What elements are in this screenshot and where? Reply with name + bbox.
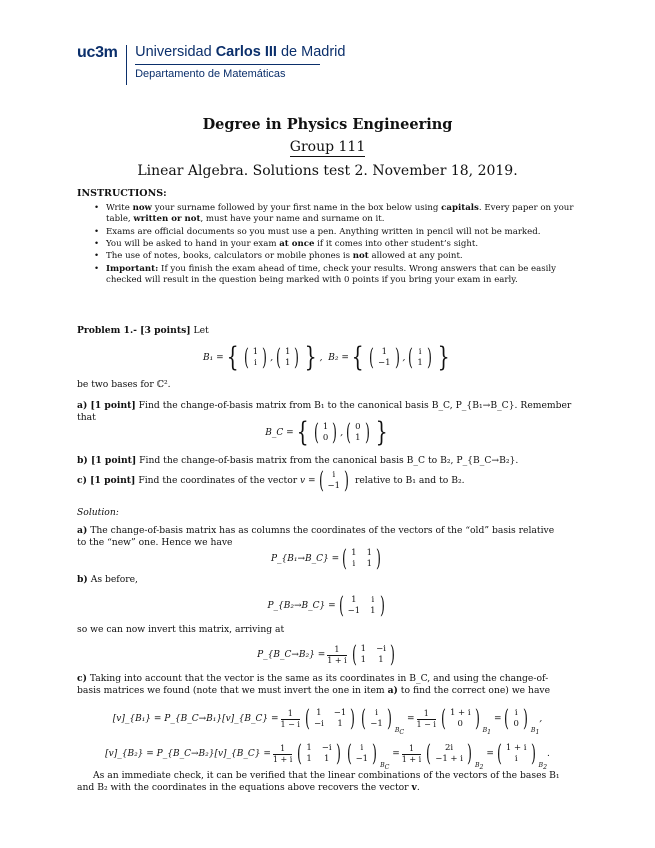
b1-label: B₁ = [202, 353, 224, 363]
university-prefix: Universidad [135, 44, 216, 60]
sol-c-label: c) [77, 673, 87, 684]
instr-bold: not [352, 251, 369, 262]
instruction-item [106, 251, 586, 262]
instructions-heading: INSTRUCTIONS: [77, 188, 167, 199]
check-text-a: As an immediate check, it can be verified that the linear combinations of the vectors of the bases B₁ and B₂ with the coordinates in the equations above recovers the vector [77, 770, 560, 793]
instr-text: . Every paper on your table, [106, 203, 574, 225]
group-text: Group 111 [289, 139, 366, 155]
instruction-item [106, 239, 586, 250]
instruction-item: • Exams are official documents so you must use a pen. Anything written in pencil will not be marked. [106, 227, 586, 238]
part-c: c) [1 point] Find the coordinates of the vector v = ( i −1 ) relative to B₁ and to B₂. [77, 468, 465, 494]
solution-heading: Solution: [77, 507, 119, 518]
instr-bold: capitals [441, 203, 479, 213]
problem-heading [77, 325, 209, 337]
part-a-label: a) [1 point] [77, 400, 136, 411]
invert-text: so we can now invert this matrix, arriving at [77, 624, 285, 635]
instructions-list [92, 203, 586, 287]
bases-text: be two bases for ℂ². [77, 379, 171, 390]
part-c-text2: relative to B₁ and to B₂. [352, 475, 465, 486]
v-label: v = [300, 476, 316, 486]
instr-text: If you finish the exam ahead of time, check your results. Wrong answers that can be easily checked will result in the question being marked with 0 points if you bring your exam in early. [106, 263, 557, 285]
p-b1-bc-equation: P_{B₁→B_C} = ( 1 1 i 1 ) [271, 546, 381, 572]
part-b-label: b) [1 point] [77, 455, 137, 466]
logo-text [135, 44, 345, 80]
instr-text: , must have your name and surname on it. [200, 214, 385, 225]
check-text [77, 770, 565, 794]
p-bc-b2-equation: P_{B_C→B₂} = $\frac{1}{1 + i}$ ( 1 −i 1 1 ) [257, 642, 395, 668]
bases-equation: B₁ = { ( 1 i ) , ( 1 1 ) } , B₂ = { ( 1 −1 ) , ( i 1 ) } [202, 342, 450, 373]
university-logo [77, 44, 345, 85]
b2-label: B₂ = [328, 353, 349, 363]
problem-label: Problem 1.- [3 points] [77, 325, 191, 336]
p-b2-bc-equation: P_{B₂→B_C} = ( 1 i −1 1 ) [267, 593, 385, 619]
group-label [0, 139, 655, 155]
canonical-basis-equation: B_C = { ( 1 0 ) , ( 0 1 ) } [265, 417, 388, 448]
instr-bold: now [132, 203, 152, 213]
frac-den: 1 − i [280, 719, 300, 729]
instr-text: allowed at any point. [368, 251, 463, 262]
sol-b-text: As before, [87, 574, 138, 585]
sol-c-bold: a) [387, 685, 398, 696]
solution-c [77, 673, 565, 697]
document-subtitle: Linear Algebra. Solutions test 2. November 18, 2019. [137, 163, 518, 179]
instr-bold: written or not [133, 214, 201, 225]
instr-text: The use of notes, books, calculators or mobile phones is [106, 251, 353, 262]
p-bc-b2-label: P_{B_C→B₂} = [257, 650, 326, 660]
m-entry: 1 [252, 347, 259, 357]
instruction-item [106, 203, 586, 225]
sol-c-text2: to find the correct one) we have [397, 685, 551, 696]
part-b [77, 455, 518, 467]
bc-label: B_C = [265, 428, 294, 438]
instr-bold: Important: [106, 263, 159, 274]
v-b2-label: [v]_{B₂} = P_{B_C→B₂}[v]_{B_C} = [105, 749, 271, 759]
instr-text: if it comes into other student’s sight. [314, 238, 479, 249]
university-bold: Carlos III [215, 44, 277, 60]
instr-bold: at once [279, 238, 315, 249]
university-name [135, 44, 345, 61]
v-b1-equation: [v]_{B₁} = P_{B_C→B₁}[v]_{B_C} = $\frac{1}{1 - i}$ ( 1 −1 −i 1 ) ( i −1 ) $_{B_C}$ = $\frac{1}{1 - i}$ ( 1 + i 0 ) $_{B_1}$ = ( i 0 ) $_{B_1}$ , [112, 706, 543, 736]
instr-text: Write [106, 203, 133, 213]
part-b-text: Find the change-of-basis matrix from the canonical basis B_C to B₂, P_{B_C→B₂}. [136, 455, 519, 466]
v-b2-equation: [v]_{B₂} = P_{B_C→B₂}[v]_{B_C} = $\frac{1}{1 + i}$ ( 1 −i 1 1 ) ( i −1 ) $_{B_C}$ = $\frac{1}{1 + i}$ ( 2i −1 + i ) $_{B_2}$ = ( 1 + i i ) $_{B_2}$ . [105, 741, 550, 771]
problem-let: Let [190, 325, 209, 336]
check-text-v: v [411, 782, 417, 793]
sol-c-text: Taking into account that the vector is the same as its coordinates in B_C, and using the change-of-basis matrices we found (note that we must invert the one in item [77, 673, 549, 696]
solution-b [77, 574, 138, 586]
part-a-text: Find the change-of-basis matrix from B₁ to the canonical basis B_C, P_{B₁→B_C}. Remember that [77, 400, 572, 423]
instr-text: You will be asked to hand in your exam [106, 238, 280, 249]
v-b1-label: [v]_{B₁} = P_{B_C→B₁}[v]_{B_C} = [112, 714, 279, 724]
department-name: Departamento de Matemáticas [135, 68, 286, 80]
p-b1-bc-label: P_{B₁→B_C} = [271, 554, 340, 564]
logo-mark: uc3m [77, 44, 118, 61]
part-c-text: Find the coordinates of the vector [135, 475, 301, 486]
sol-a-label: a) [77, 525, 88, 536]
sol-a-text: The change-of-basis matrix has as columns the coordinates of the vectors of the “old” basis relative to the “new” one. Hence we have [77, 525, 555, 548]
department-rule [135, 64, 320, 65]
university-suffix: de Madrid [276, 44, 346, 60]
logo-divider [126, 45, 128, 85]
document-title: Degree in Physics Engineering [202, 116, 453, 133]
sol-b-label: b) [77, 574, 88, 585]
p-b2-bc-label: P_{B₂→B_C} = [267, 601, 336, 611]
check-text-c: . [416, 782, 420, 793]
part-c-label: c) [1 point] [77, 475, 136, 486]
frac-den: 1 + i [327, 655, 347, 665]
instruction-item [106, 264, 586, 286]
instr-text: your surname followed by your first name in the box below using [151, 203, 442, 213]
